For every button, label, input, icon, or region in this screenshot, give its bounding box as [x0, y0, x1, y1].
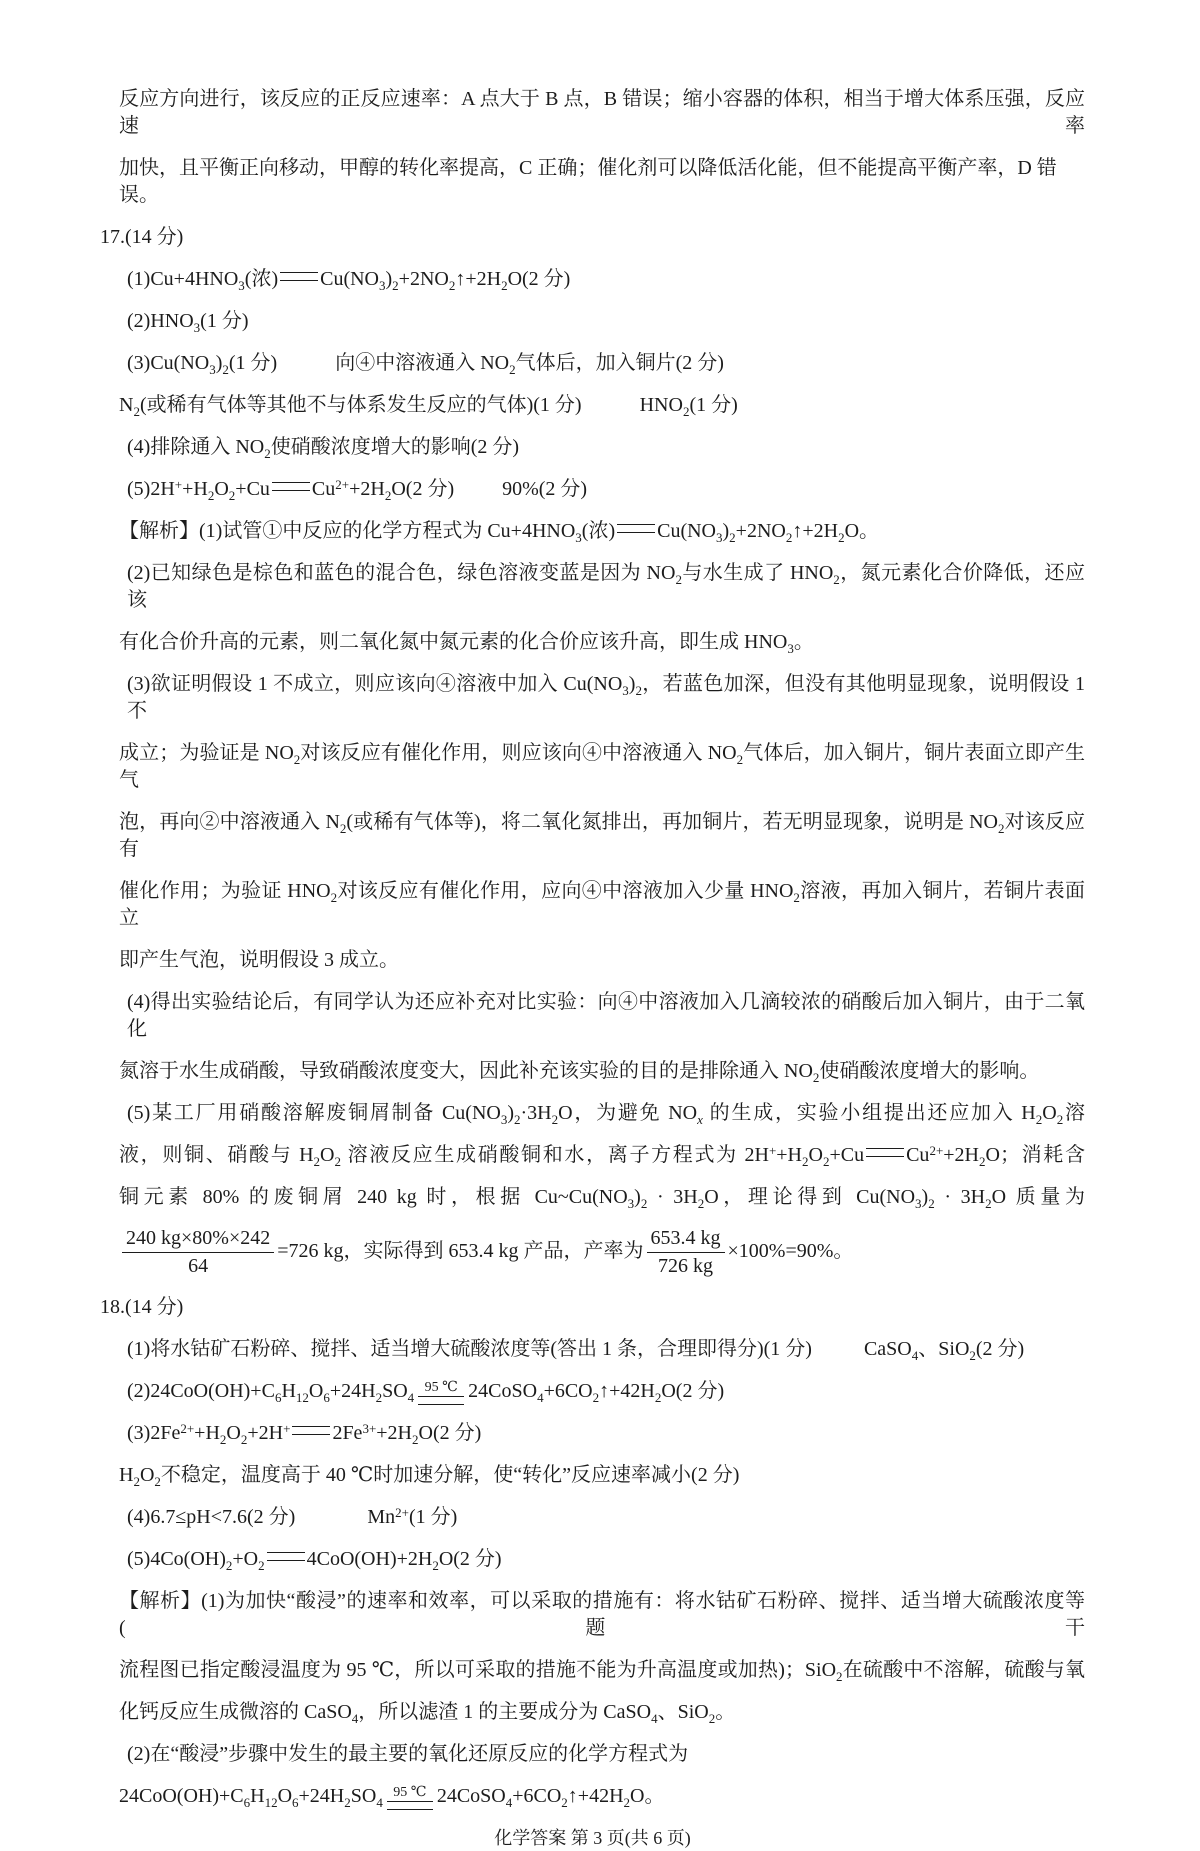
text-line-2: 加快，且平衡正向移动，甲醇的转化率提高，C 正确；催化剂可以降低活化能，但不能提高平衡产率，D 错误。: [119, 157, 1057, 206]
subscript: 2: [833, 572, 840, 587]
answer-gap-spacer: [277, 368, 335, 369]
subscript: 2: [997, 821, 1005, 836]
double-line-equals: [280, 272, 318, 281]
double-line-equals: [272, 482, 310, 491]
text-line-10: 【解析】(1)试管①中反应的化学方程式为 $Cu+4HNO_3$(浓) $Cu(NO_3)_2+2NO_2↑+2H_2O$。: [119, 520, 880, 545]
text-line-20: (5)某工厂用硝酸溶解废铜屑制备 $Cu(NO_3)_2\cdot 3H_2O$，为避免 $NO_x$ 的生成，实验小组提出还应加入 $H_2O_2$溶: [127, 1102, 1085, 1127]
subscript: 2: [640, 1196, 648, 1211]
text-line-35: $24CoO(OH)+C_6H_{12}O_6+24H_2SO_4$ 95 ℃ $24CoSO_4+6CO_2↑+42H_2O$。: [119, 1785, 665, 1810]
subscript: 2: [432, 1558, 439, 1573]
subscript: 2: [736, 752, 744, 767]
text-line-8: (4)排除通入 $NO_2$使硝酸浓度增大的影响(2 分): [127, 436, 520, 461]
text-line-17: 即产生气泡，说明假设 3 成立。: [119, 949, 399, 971]
fraction-numerator: 240 kg×80%×242: [122, 1226, 274, 1253]
subscript: 2: [228, 488, 236, 503]
subscript: 2: [293, 752, 301, 767]
subscript: 12: [295, 1390, 309, 1405]
text-line-31: 【解析】(1)为加快“酸浸”的速率和效率，可以采取的措施有：将水钴矿石粉碎、搅拌、适当增大硫酸浓度等(题干: [119, 1590, 1085, 1639]
text-line-9: $(5)2H^++H_2O_2+Cu$ $Cu^{2+}+2H_2O(2$ 分) 90%(2 分): [127, 477, 588, 503]
subscript: 12: [264, 1795, 278, 1810]
subscript: 2: [222, 362, 229, 377]
document-body: [100, 86, 1085, 1810]
subscript: 2: [514, 1112, 521, 1127]
answer-gap-spacer: [582, 410, 640, 411]
subscript: 2: [384, 488, 392, 503]
subscript: 2: [682, 404, 690, 419]
subscript: 2: [219, 1432, 227, 1447]
subscript: 2: [207, 488, 215, 503]
subscript: 2: [240, 1432, 248, 1447]
fraction-denominator: 726 kg: [658, 1255, 713, 1277]
subscript: 2: [802, 1154, 809, 1169]
subscript: 4: [351, 1711, 359, 1726]
page-footer: 化学答案 第 3 页(共 6 页): [494, 1828, 691, 1848]
superscript: 2+: [395, 1505, 409, 1520]
subscript: 2: [675, 572, 682, 587]
text-line-30: $(5)4Co(OH)_2+O_2$ $4CoO(OH)+2H_2O(2$ 分): [127, 1548, 502, 1573]
subscript: 2: [509, 362, 516, 377]
subscript: 3: [716, 530, 723, 545]
text-line-34: (2)在“酸浸”步骤中发生的最主要的氧化还原反应的化学方程式为: [127, 1743, 689, 1765]
subscript: 3: [238, 278, 245, 293]
subscript: 2: [1035, 1112, 1043, 1127]
subscript: 2: [836, 1669, 843, 1684]
text-line-23: $\frac{240 kg\times 80\%\times 242}{64}$ =726 kg，实际得到 653.4 kg 产品，产率为 $\frac{653.4 kg}{726 kg}$ ×100%=90%。: [119, 1226, 1085, 1279]
subscript: 6: [274, 1390, 282, 1405]
superscript: 3+: [362, 1421, 377, 1436]
text-line-15: 泡，再向②中溶液通入 $N_2$(或稀有气体等)，将二氧化氮排出，再加铜片，若无明显现象，说明是 $NO_2$对该反应有: [119, 811, 1085, 860]
subscript: x: [697, 1112, 703, 1127]
subscript: 3: [915, 1196, 922, 1211]
superscript: 2+: [180, 1421, 195, 1436]
subscript: 2: [785, 530, 793, 545]
subscript: 4: [537, 1390, 544, 1405]
subscript: 3: [379, 278, 386, 293]
superscript: 2+: [335, 477, 350, 492]
subscript: 6: [243, 1795, 251, 1810]
subscript: 2: [729, 530, 736, 545]
text-line-3: 17.(14 分): [100, 226, 184, 248]
text-line-16: 催化作用；为验证 $HNO_2$对该反应有催化作用，应向④中溶液加入少量 $HNO_2$溶液，再加入铜片，若铜片表面立: [119, 880, 1085, 929]
equals-with-condition: [418, 1379, 464, 1405]
text-line-13: (3)欲证明假设 1 不成立，则应该向④溶液中加入 $Cu(NO_3)_2$，若蓝色加深，但没有其他明显现象，说明假设 1 不: [127, 673, 1085, 722]
text-line-18: (4)得出实验结论后，有同学认为还应补充对比实验：向④中溶液加入几滴较浓的硝酸后加入铜片，由于二氧化: [127, 991, 1085, 1040]
reaction-condition: 95 ℃: [393, 1785, 427, 1800]
fraction: [647, 1226, 725, 1279]
text-line-25: (1)将水钴矿石粉碎、搅拌、适当增大硫酸浓度等(答出 1 条，合理即得分)(1 分) CaSO$_4$、SiO$_2$(2 分): [127, 1338, 1025, 1363]
subscript: 2: [225, 1558, 233, 1573]
fraction: [122, 1226, 274, 1279]
subscript: 3: [627, 1196, 635, 1211]
text-line-6: $(3)Cu(NO_3)_2(1$ 分) 向④中溶液通入 $NO_2$气体后，加入铜片(2 分): [127, 352, 724, 377]
equals-with-condition: [387, 1784, 433, 1810]
subscript: 2: [258, 1558, 265, 1573]
text-line-28: $H_2O_2$不稳定，温度高于 40 ℃时加速分解，使“转化”反应速率减小(2 分): [119, 1464, 740, 1489]
subscript: 3: [500, 1112, 508, 1127]
subscript: 2: [1056, 1112, 1064, 1127]
text-line-32: 流程图已指定酸浸温度为 95 ℃，所以可采取的措施不能为升高温度或加热)；SiO$_2$在硫酸中不溶解，硫酸与氧: [119, 1659, 1086, 1684]
subscript: 2: [592, 1390, 600, 1405]
text-line-24: 18.(14 分): [100, 1296, 184, 1318]
subscript: 2: [375, 1390, 383, 1405]
subscript: 2: [334, 1154, 341, 1169]
double-line-equals: [387, 1801, 433, 1810]
double-line-equals: [292, 1426, 330, 1435]
subscript: 2: [635, 683, 642, 698]
double-line-equals: [418, 1396, 464, 1405]
text-line-19: 氮溶于水生成硝酸，导致硝酸浓度变大，因此补充该实验的目的是排除通入 $NO_2$使硝酸浓度增大的影响。: [119, 1060, 1040, 1085]
subscript: 2: [501, 278, 508, 293]
subscript: 2: [448, 278, 456, 293]
subscript: 2: [708, 1711, 716, 1726]
superscript: +: [768, 1143, 777, 1158]
subscript: 2: [928, 1196, 935, 1211]
answer-gap-spacer: [812, 1354, 864, 1355]
subscript: 2: [264, 446, 271, 461]
subscript: 2: [154, 1474, 161, 1489]
subscript: 2: [969, 1348, 976, 1363]
subscript: 2: [133, 1474, 140, 1489]
subscript: 2: [697, 1196, 705, 1211]
subscript: 3: [787, 641, 794, 656]
subscript: 2: [793, 890, 800, 905]
subscript: 2: [133, 404, 140, 419]
text-line-29: (4)6.7≤pH<7.6(2 分) $Mn^{2+}(1$ 分): [127, 1505, 458, 1528]
text-line-22: 铜元素 80% 的废铜屑 240 kg 时，根据 $Cu\sim Cu(NO_3)_2 \cdot 3H_2O$，理论得到 $Cu(NO_3)_2 \cdot 3H_2O$ 质量为: [119, 1186, 1085, 1211]
subscript: 4: [376, 1795, 383, 1810]
superscript: 2+: [929, 1143, 944, 1158]
double-line-equals: [617, 524, 655, 533]
subscript: 2: [339, 821, 347, 836]
subscript: 2: [392, 278, 399, 293]
reaction-condition: 95 ℃: [424, 1380, 458, 1395]
text-line-5: $(2)HNO_3(1$ 分): [127, 310, 249, 335]
text-line-1: 反应方向进行，该反应的正反应速率：A 点大于 B 点，B 错误；缩小容器的体积，相当于增大体系压强，反应速率: [119, 88, 1085, 137]
subscript: 2: [551, 1112, 559, 1127]
subscript: 2: [561, 1795, 568, 1810]
text-line-7: $N_2$(或稀有气体等其他不与体系发生反应的气体)(1 分) $HNO_2(1$ 分): [119, 394, 738, 419]
double-line-equals: [866, 1148, 904, 1157]
text-line-14: 成立；为验证是 $NO_2$对该反应有催化作用，则应该向④中溶液通入 $NO_2$气体后，加入铜片，铜片表面立即产生气: [119, 742, 1086, 791]
fraction-numerator: 653.4 kg: [647, 1226, 725, 1253]
double-line-equals: [267, 1552, 305, 1561]
subscript: 2: [985, 1196, 992, 1211]
subscript: 2: [822, 1154, 830, 1169]
text-line-33: 化钙反应生成微溶的 CaSO$_4$，所以滤渣 1 的主要成分为 CaSO$_4$、SiO$_2$。: [119, 1701, 736, 1726]
subscript: 4: [407, 1390, 415, 1405]
subscript: 2: [979, 1154, 986, 1169]
subscript: 4: [651, 1711, 658, 1726]
subscript: 2: [330, 890, 338, 905]
subscript: 2: [623, 1795, 631, 1810]
superscript: +: [174, 477, 183, 492]
subscript: 2: [412, 1432, 419, 1447]
subscript: 2: [654, 1390, 662, 1405]
text-line-4: $(1)Cu+4HNO_3$(浓) $Cu(NO_3)_2+2NO_2↑+2H_2O(2$ 分): [127, 268, 571, 293]
subscript: 3: [575, 530, 582, 545]
subscript: 6: [292, 1795, 299, 1810]
subscript: 6: [323, 1390, 330, 1405]
subscript: 3: [622, 683, 629, 698]
subscript: 3: [209, 362, 216, 377]
fraction-denominator: 64: [188, 1255, 209, 1277]
text-line-12: 有化合价升高的元素，则二氧化氮中氮元素的化合价应该升高，即生成 $HNO_3$。: [119, 631, 814, 656]
subscript: 4: [505, 1795, 513, 1810]
answer-gap-spacer: [295, 1522, 367, 1523]
subscript: 3: [193, 320, 201, 335]
text-line-21: 液，则铜、硝酸与 $H_2O_2$ 溶液反应生成硝酸铜和水，离子方程式为 $2H^++H_2O_2+Cu$ $Cu^{2+}+2H_2O$；消耗含: [119, 1143, 1085, 1169]
subscript: 2: [313, 1154, 321, 1169]
subscript: 2: [344, 1795, 351, 1810]
text-line-11: (2)已知绿色是棕色和蓝色的混合色，绿色溶液变蓝是因为 $NO_2$与水生成了 $HNO_2$，氮元素化合价降低，还应该: [127, 562, 1085, 611]
text-line-26: $(2)24CoO(OH)+C_6H_{12}O_6+24H_2SO_4$ 95 ℃ $24CoSO_4+6CO_2↑+42H_2O(2$ 分): [127, 1380, 725, 1405]
text-line-27: $(3)2Fe^{2+}+H_2O_2+2H^+$ $2Fe^{3+}+2H_2O(2$ 分): [127, 1421, 482, 1447]
subscript: 2: [838, 530, 845, 545]
superscript: +: [283, 1421, 291, 1436]
subscript: 2: [812, 1070, 820, 1085]
answer-gap-spacer: [454, 494, 502, 495]
subscript: 4: [911, 1348, 919, 1363]
